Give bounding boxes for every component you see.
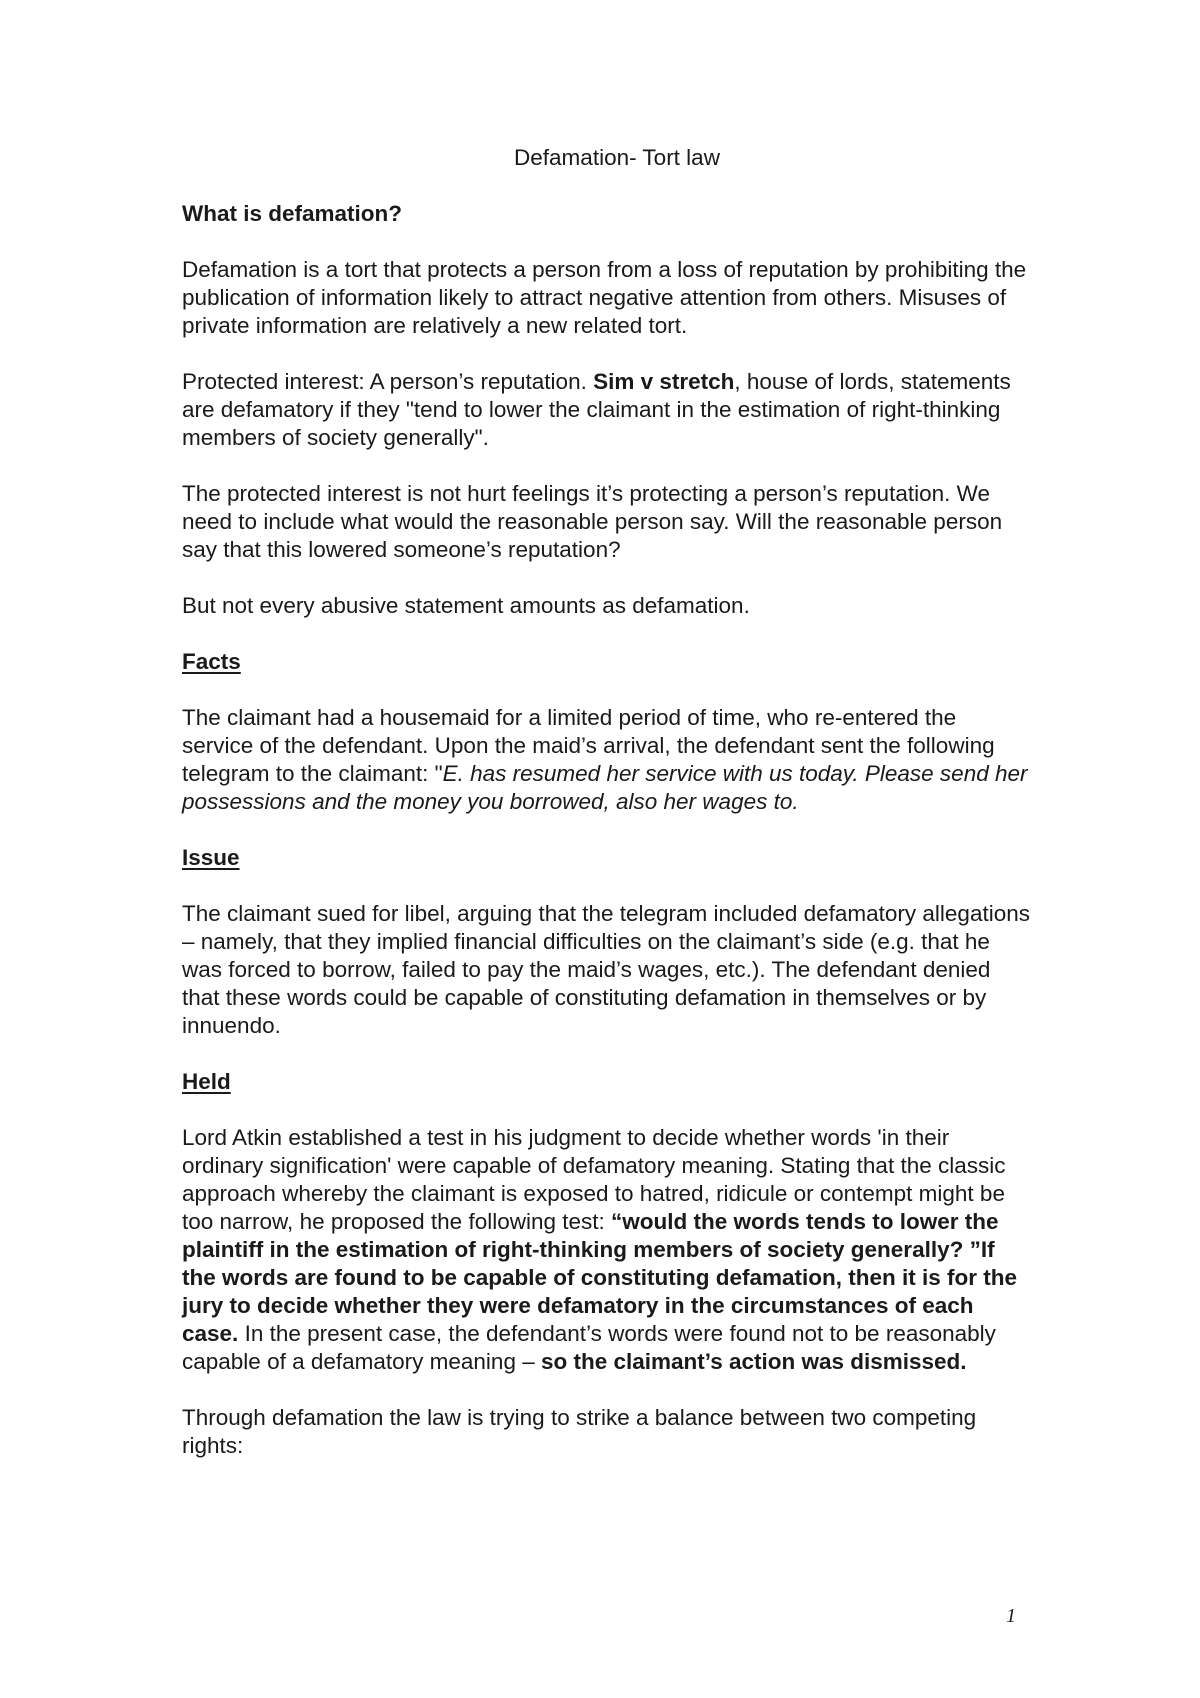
paragraph-abusive-statement: But not every abusive statement amounts as defamation. [182, 593, 750, 618]
document-body [182, 144, 1032, 1460]
protected-interest-text: Protected interest: A person’s reputation. [182, 369, 594, 394]
protected-interest-continued: , house of lords, statements are defamatory if they "tend to lower the claimant in the estimation of right-thinking members of society generally". [182, 369, 1011, 450]
heading-issue: Issue [182, 845, 240, 870]
held-text: Lord Atkin established a test in his judgment to decide whether words 'in their ordinary signification' were capable of defamatory meaning. Stating that the classic approach whereby the claimant is exposed to hatred, ridicule or contempt might be too narrow, he proposed the following test: [182, 1125, 1006, 1234]
held-text-continued: In the present case, the defendant’s words were found not to be reasonably capable of a defamatory meaning – [182, 1321, 996, 1374]
heading-what-is-defamation: What is defamation? [182, 201, 403, 226]
heading-facts: Facts [182, 649, 241, 674]
paragraph-issue: The claimant sued for libel, arguing that the telegram included defamatory allegations – namely, that they implied financial difficulties on the claimant’s side (e.g. that he was forced to borrow, failed to pay the maid’s wages, etc.). The defendant denied that these words could be capable of constituting defamation in themselves or by innuendo. [182, 901, 1030, 1038]
held-outcome: so the claimant’s action was dismissed. [540, 1349, 967, 1374]
paragraph-competing-rights: Through defamation the law is trying to strike a balance between two competing rights: [182, 1405, 977, 1458]
document-title: Defamation- Tort law [514, 145, 720, 170]
paragraph-protected-interest [182, 368, 1032, 452]
paragraph-held [182, 1124, 1032, 1376]
telegram-quote: E. has resumed her service with us today. Please send her possessions and the money you borrowed, also her wages to. [182, 761, 1028, 814]
page-number: 1 [1006, 1605, 1016, 1627]
heading-held: Held [182, 1069, 231, 1094]
atkin-test-quote: “would the words tends to lower the plaintiff in the estimation of right-thinking members of society generally? ”If the words are found to be capable of constituting defamation, then it is for the jury to decide whether they were defamatory in the circumstances of each case. [182, 1209, 1018, 1346]
paragraph-facts [182, 704, 1032, 816]
facts-text: The claimant had a housemaid for a limited period of time, who re-entered the service of the defendant. Upon the maid’s arrival, the defendant sent the following telegram to the claimant: " [182, 705, 995, 786]
paragraph-reasonable-person: The protected interest is not hurt feelings it’s protecting a person’s reputation. We need to include what would the reasonable person say. Will the reasonable person say that this lowered someone’s reputation? [182, 481, 1003, 562]
case-name-sim-v-stretch: Sim v stretch [593, 369, 735, 394]
paragraph-definition: Defamation is a tort that protects a person from a loss of reputation by prohibiting the publication of information likely to attract negative attention from others. Misuses of private information are relatively a new related tort. [182, 257, 1027, 338]
